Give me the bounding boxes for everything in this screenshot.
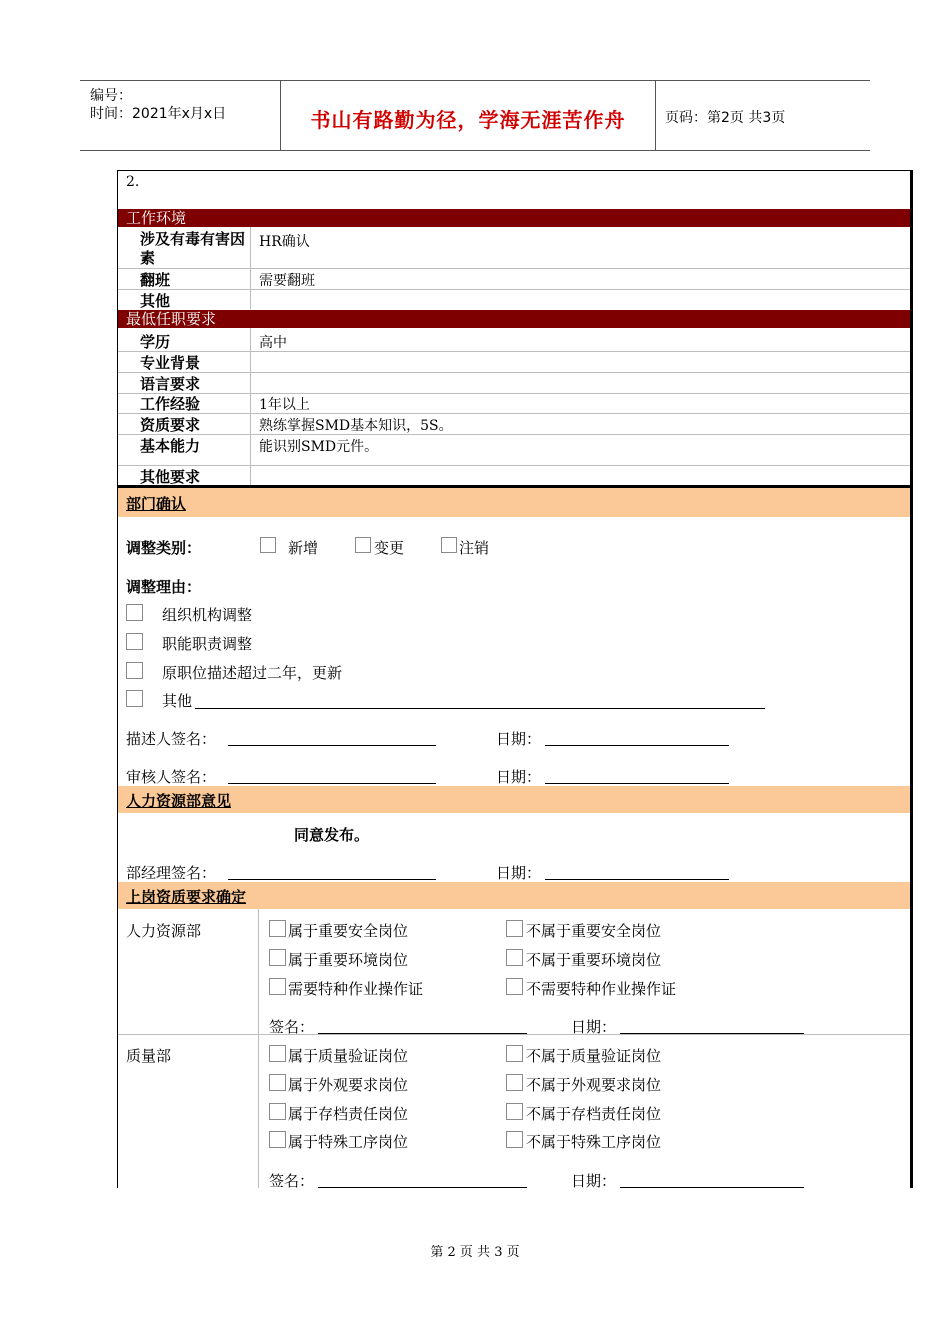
document-header (80, 80, 870, 151)
row-value-education: 高中 (259, 335, 287, 351)
section-header-dept-confirm: 部门确认 (118, 488, 910, 517)
motto: 书山有路勤为径，学海无涯苦作舟 (310, 108, 626, 132)
row-label-language: 语言要求 (140, 375, 201, 393)
row-value-hazard: HR确认 (259, 234, 310, 250)
q-left-3: 属于存档责任岗位 (288, 1105, 409, 1123)
item-number: 2. (126, 174, 140, 190)
q-left-1: 属于质量验证岗位 (288, 1047, 409, 1065)
hr-sign-label: 签名： (269, 1018, 315, 1036)
row-label-experience: 工作经验 (140, 395, 201, 413)
q-date-line[interactable] (620, 1187, 804, 1188)
q-sign-label: 签名： (269, 1172, 315, 1190)
checkbox-q-left-3[interactable] (269, 1103, 286, 1120)
checkbox-q-right-2[interactable] (506, 1074, 523, 1091)
page-info: 页码：第2页 共3页 (665, 110, 786, 126)
q-right-3: 不属于存档责任岗位 (526, 1105, 662, 1123)
checkbox-hr-left-2[interactable] (269, 949, 286, 966)
section-header-qualification: 上岗资质要求确定 (118, 882, 910, 909)
adjust-type-change: 变更 (374, 539, 405, 557)
row-value-qualification: 熟练掌握SMD基本知识，5S。 (259, 418, 453, 434)
q-left-4: 属于特殊工序岗位 (288, 1133, 409, 1151)
time-label: 时间：2021年x月x日 (90, 106, 227, 122)
manager-date-label: 日期： (496, 864, 542, 882)
row-value-shift: 需要翻班 (259, 273, 315, 289)
checkbox-hr-right-2[interactable] (506, 949, 523, 966)
checkbox-q-right-3[interactable] (506, 1103, 523, 1120)
reason-other: 其他 (162, 692, 193, 710)
describer-date-line[interactable] (545, 745, 729, 746)
checkbox-reason-update[interactable] (126, 662, 143, 679)
header-motto-cell (280, 81, 656, 150)
checkbox-hr-right-3[interactable] (506, 978, 523, 995)
reason-org: 组织机构调整 (162, 606, 253, 624)
hr-opinion-text: 同意发布。 (294, 826, 370, 844)
page-footer: 第 2 页 共 3 页 (430, 1245, 520, 1260)
checkbox-q-right-4[interactable] (506, 1131, 523, 1148)
reason-update: 原职位描述超过二年，更新 (162, 664, 343, 682)
checkbox-q-right-1[interactable] (506, 1045, 523, 1062)
row-label-hazard: 涉及有毒有害因素 (140, 230, 246, 267)
header-page-cell (655, 81, 870, 150)
hr-date-label: 日期： (571, 1018, 617, 1036)
hr-left-1: 属于重要安全岗位 (288, 922, 409, 940)
q-right-1: 不属于质量验证岗位 (526, 1047, 662, 1065)
row-label-shift: 翻班 (140, 271, 171, 289)
row-label-ability: 基本能力 (140, 437, 201, 455)
section-header-hr-opinion: 人力资源部意见 (118, 786, 910, 813)
header-meta-cell (80, 81, 280, 150)
checkbox-reason-other[interactable] (126, 690, 143, 707)
row-label-education: 学历 (140, 333, 171, 351)
q-date-label: 日期： (571, 1172, 617, 1190)
checkbox-hr-right-1[interactable] (506, 920, 523, 937)
row-label-other-req: 其他要求 (140, 468, 201, 486)
manager-sign-label: 部经理签名： (126, 864, 217, 882)
qual-dept-quality: 质量部 (126, 1047, 172, 1065)
row-value-experience: 1年以上 (259, 397, 310, 413)
adjust-type-label: 调整类别： (126, 539, 202, 557)
adjust-type-new: 新增 (288, 539, 319, 557)
q-right-2: 不属于外观要求岗位 (526, 1076, 662, 1094)
job-description-table (117, 170, 913, 1188)
checkbox-cancel[interactable] (441, 537, 457, 553)
section-header-min-req: 最低任职要求 (118, 310, 910, 328)
q-right-4: 不属于特殊工序岗位 (526, 1133, 662, 1151)
checkbox-reason-duty[interactable] (126, 633, 143, 650)
row-value-ability: 能识别SMD元件。 (259, 439, 379, 455)
row-label-other-env: 其他 (140, 292, 171, 310)
row-label-major: 专业背景 (140, 354, 201, 372)
describer-sign-label: 描述人签名： (126, 730, 217, 748)
reviewer-sign-label: 审核人签名： (126, 768, 217, 786)
describer-date-label: 日期： (496, 730, 542, 748)
checkbox-q-left-2[interactable] (269, 1074, 286, 1091)
hr-left-3: 需要特种作业操作证 (288, 980, 424, 998)
checkbox-hr-left-1[interactable] (269, 920, 286, 937)
number-label: 编号： (90, 88, 132, 104)
reviewer-date-label: 日期： (496, 768, 542, 786)
hr-left-2: 属于重要环境岗位 (288, 951, 409, 969)
manager-date-line[interactable] (545, 879, 729, 880)
section-header-work-env: 工作环境 (118, 209, 910, 227)
reviewer-sign-line[interactable] (228, 783, 436, 784)
row-label-qualification: 资质要求 (140, 416, 201, 434)
reason-duty: 职能职责调整 (162, 635, 253, 653)
adjust-type-cancel: 注销 (459, 539, 490, 557)
hr-right-3: 不需要特种作业操作证 (526, 980, 677, 998)
checkbox-change[interactable] (355, 537, 371, 553)
q-sign-line[interactable] (318, 1187, 527, 1188)
reason-label: 调整理由： (126, 578, 202, 596)
reason-other-line[interactable] (195, 708, 765, 709)
hr-right-1: 不属于重要安全岗位 (526, 922, 662, 940)
reviewer-date-line[interactable] (545, 783, 729, 784)
checkbox-hr-left-3[interactable] (269, 978, 286, 995)
checkbox-reason-org[interactable] (126, 604, 143, 621)
checkbox-q-left-4[interactable] (269, 1131, 286, 1148)
checkbox-q-left-1[interactable] (269, 1045, 286, 1062)
checkbox-new[interactable] (260, 537, 276, 553)
manager-sign-line[interactable] (228, 879, 436, 880)
describer-sign-line[interactable] (228, 745, 436, 746)
hr-right-2: 不属于重要环境岗位 (526, 951, 662, 969)
q-left-2: 属于外观要求岗位 (288, 1076, 409, 1094)
qual-dept-hr: 人力资源部 (126, 922, 202, 940)
